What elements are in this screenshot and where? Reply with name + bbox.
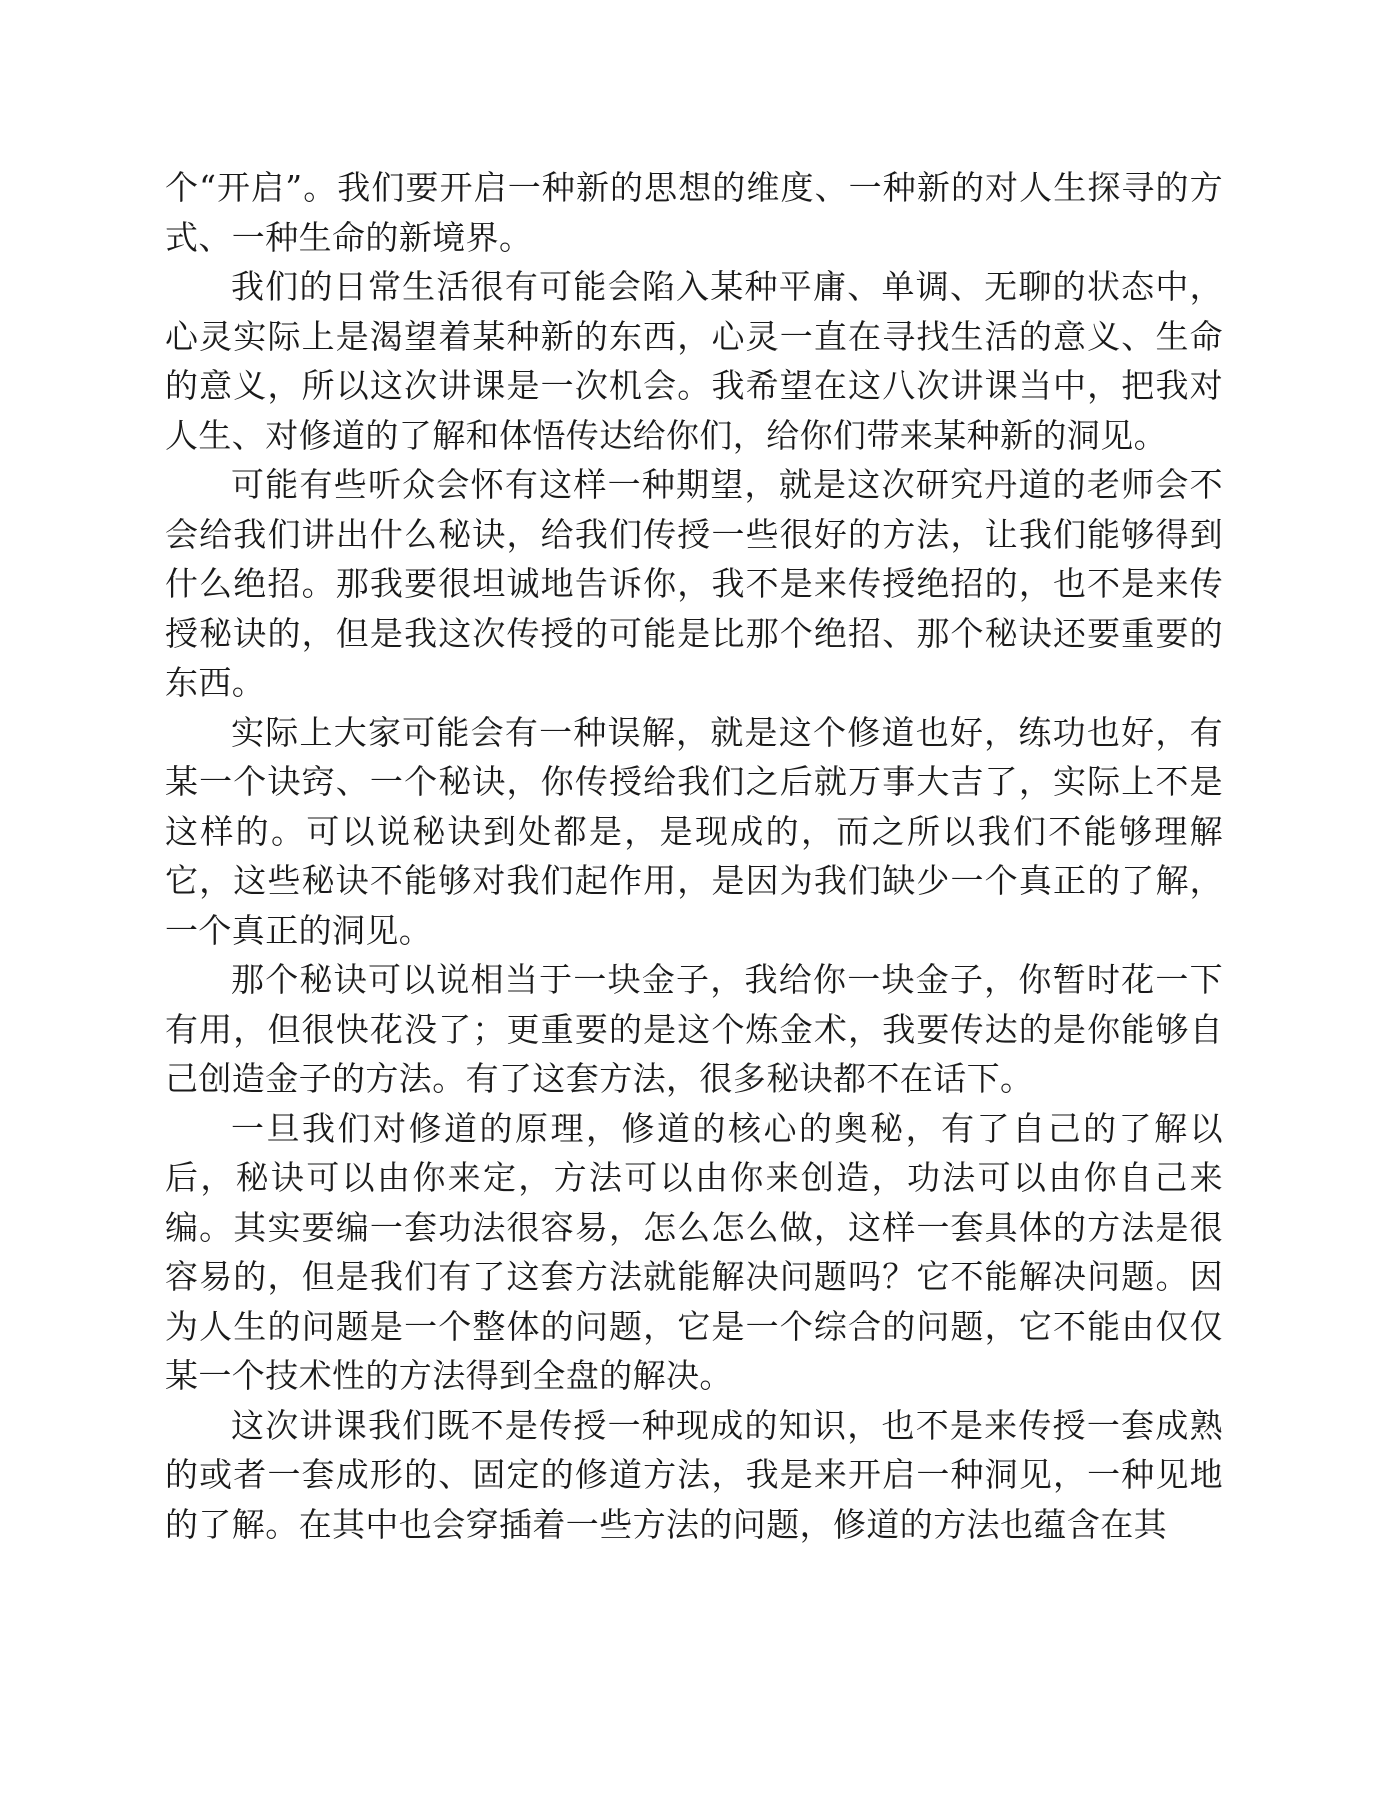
paragraph: 实际上大家可能会有一种误解，就是这个修道也好，练功也好，有某一个诀窍、一个秘诀，你传授给我们之后就万事大吉了，实际上不是这样的。可以说秘诀到处都是，是现成的，而之所以我们不能够理解它，这些秘诀不能够对我们起作用，是因为我们缺少一个真正的了解，一个真正的洞见。	[165, 712, 1223, 950]
paragraph: 那个秘诀可以说相当于一块金子，我给你一块金子，你暂时花一下有用，但很快花没了；更重要的是这个炼金术，我要传达的是你能够自己创造金子的方法。有了这套方法，很多秘诀都不在话下。	[165, 960, 1223, 1098]
paragraph-continuation: 个“开启”。我们要开启一种新的思想的维度、一种新的对人生探寻的方式、一种生命的新境界。	[165, 168, 1223, 257]
paragraph: 一旦我们对修道的原理，修道的核心的奥秘，有了自己的了解以后，秘诀可以由你来定，方法可以由你来创造，功法可以由你自己来编。其实要编一套功法很容易，怎么怎么做，这样一套具体的方法是很容易的，但是我们有了这套方法就能解决问题吗？它不能解决问题。因为人生的问题是一个整体的问题，它是一个综合的问题，它不能由仅仅某一个技术性的方法得到全盘的解决。	[165, 1108, 1223, 1395]
paragraph: 这次讲课我们既不是传授一种现成的知识，也不是来传授一套成熟的或者一套成形的、固定的修道方法，我是来开启一种洞见，一种见地的了解。在其中也会穿插着一些方法的问题，修道的方法也蕴含在其	[165, 1405, 1223, 1544]
body-text	[165, 163, 1223, 1549]
paragraph: 我们的日常生活很有可能会陷入某种平庸、单调、无聊的状态中，心灵实际上是渴望着某种新的东西，心灵一直在寻找生活的意义、生命的意义，所以这次讲课是一次机会。我希望在这八次讲课当中，把我对人生、对修道的了解和体悟传达给你们，给你们带来某种新的洞见。	[165, 267, 1223, 455]
paragraph: 可能有些听众会怀有这样一种期望，就是这次研究丹道的老师会不会给我们讲出什么秘诀，给我们传授一些很好的方法，让我们能够得到什么绝招。那我要很坦诚地告诉你，我不是来传授绝招的，也不是来传授秘诀的，但是我这次传授的可能是比那个绝招、那个秘诀还要重要的东西。	[165, 465, 1223, 702]
